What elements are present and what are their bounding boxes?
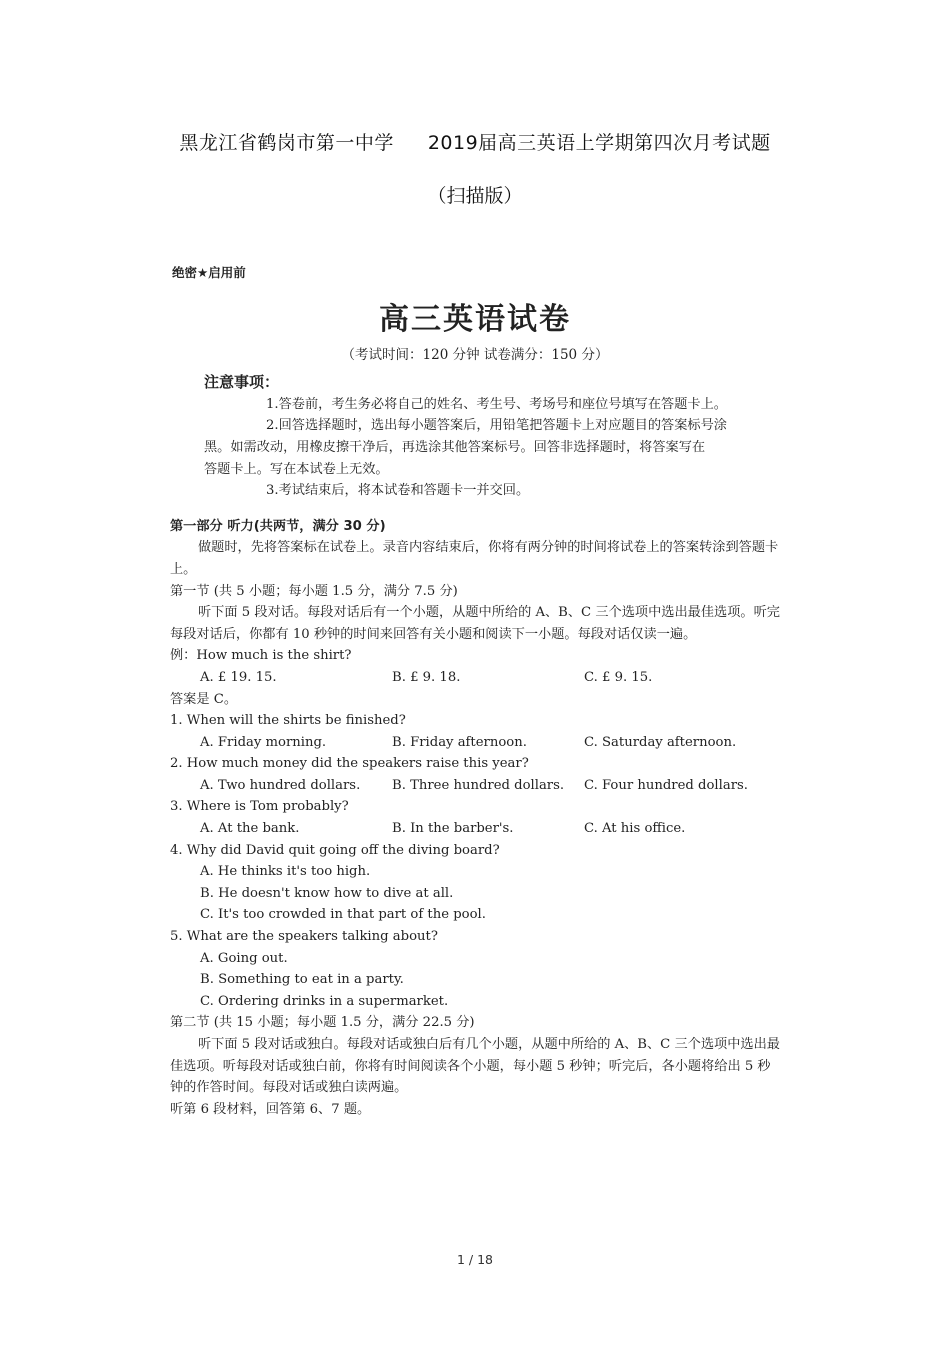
option: A. Going out. [200,950,288,966]
option: A. Two hundred dollars. [200,777,361,793]
exam-meta: （考试时间：120 分钟 试卷满分：150 分） [341,346,609,363]
option: A. He thinks it's too high. [200,864,371,880]
option: C. Four hundred dollars. [584,777,748,793]
option: A. At the bank. [200,821,300,837]
section1-intro: 听下面 5 段对话。每段对话后有一个小题，从题中所给的 A、B、C 三个选项中选出最佳选项。听完每段对话后，你都有 10 秒钟的时间来回答有关小题和阅读下一小题。每段对话仅读一遍。 [170,605,780,642]
part1-intro: 做题时，先将答案标在试卷上。录音内容结束后，你将有两分钟的时间将试卷上的答案转涂到答题卡上。 [170,540,779,577]
confidential-mark: 绝密★启用前 [172,265,246,280]
title-rest: 2019届高三英语上学期第四次月考试题 [427,132,771,154]
option: C. Ordering drinks in a supermarket. [200,993,449,1009]
option: B. Three hundred dollars. [392,777,565,793]
option: B. He doesn't know how to dive at all. [200,885,454,901]
question-1: 1. When will the shirts be finished? [170,713,406,729]
option: C. £ 9. 15. [584,669,653,685]
page-number: 1 / 18 [456,1252,494,1267]
question-4: 4. Why did David quit going off the diving board? [170,842,500,858]
notice-item: 2.回答选择题时，选出每小题答案后，用铅笔把答题卡上对应题目的答案标号涂 [266,418,727,434]
option: B. Friday afternoon. [392,734,527,750]
option: B. Something to eat in a party. [200,972,404,988]
option: B. In the barber's. [392,821,514,837]
question-3: 3. Where is Tom probably? [170,799,349,815]
option: C. It's too crowded in that part of the pool. [200,907,486,923]
notice-item: 答题卡上。写在本试卷上无效。 [204,461,389,477]
section2-instruction: 听第 6 段材料，回答第 6、7 题。 [170,1101,371,1117]
example-options [170,667,780,689]
document-title [0,128,950,155]
notice-heading: 注意事项： [204,373,280,392]
option: C. Saturday afternoon. [584,734,737,750]
example-question: 例：How much is the shirt? [170,648,352,664]
option: A. £ 19. 15. [200,669,277,685]
example-answer: 答案是 C。 [170,691,238,707]
option: C. At his office. [584,821,686,837]
option: B. £ 9. 18. [392,669,461,685]
option: A. Friday morning. [200,734,327,750]
question-2: 2. How much money did the speakers raise this year? [170,756,529,772]
question-1-options [170,732,780,754]
section2-heading: 第二节 (共 15 小题；每小题 1.5 分，满分 22.5 分) [170,1015,475,1031]
notice-item: 黑。如需改动，用橡皮擦干净后，再选涂其他答案标号。回答非选择题时，将答案写在 [204,439,706,455]
notice-item: 3.考试结束后，将本试卷和答题卡一并交回。 [266,483,530,499]
part1-heading: 第一部分 听力(共两节，满分 30 分) [170,518,386,534]
section1-heading: 第一节 (共 5 小题；每小题 1.5 分，满分 7.5 分) [170,583,458,599]
section2-intro: 听下面 5 段对话或独白。每段对话或独白后有几个小题，从题中所给的 A、B、C 三个选项中选出最佳选项。听每段对话或独白前，你将有时间阅读各个小题，每小题 5 秒钟；听完后，各小题将给出 5 秒钟的作答时间。每段对话或独白读两遍。 [170,1037,780,1096]
scanned-exam-page [170,262,780,1120]
document-subtitle: （扫描版） [427,185,523,207]
question-5: 5. What are the speakers talking about? [170,929,438,945]
notice-item: 1.答卷前，考生务必将自己的姓名、考生号、考场号和座位号填写在答题卡上。 [266,396,727,412]
question-2-options [170,775,780,797]
exam-title: 高三英语试卷 [379,301,571,337]
question-3-options [170,818,780,840]
school-name: 黑龙江省鹤岗市第一中学 [179,132,394,154]
